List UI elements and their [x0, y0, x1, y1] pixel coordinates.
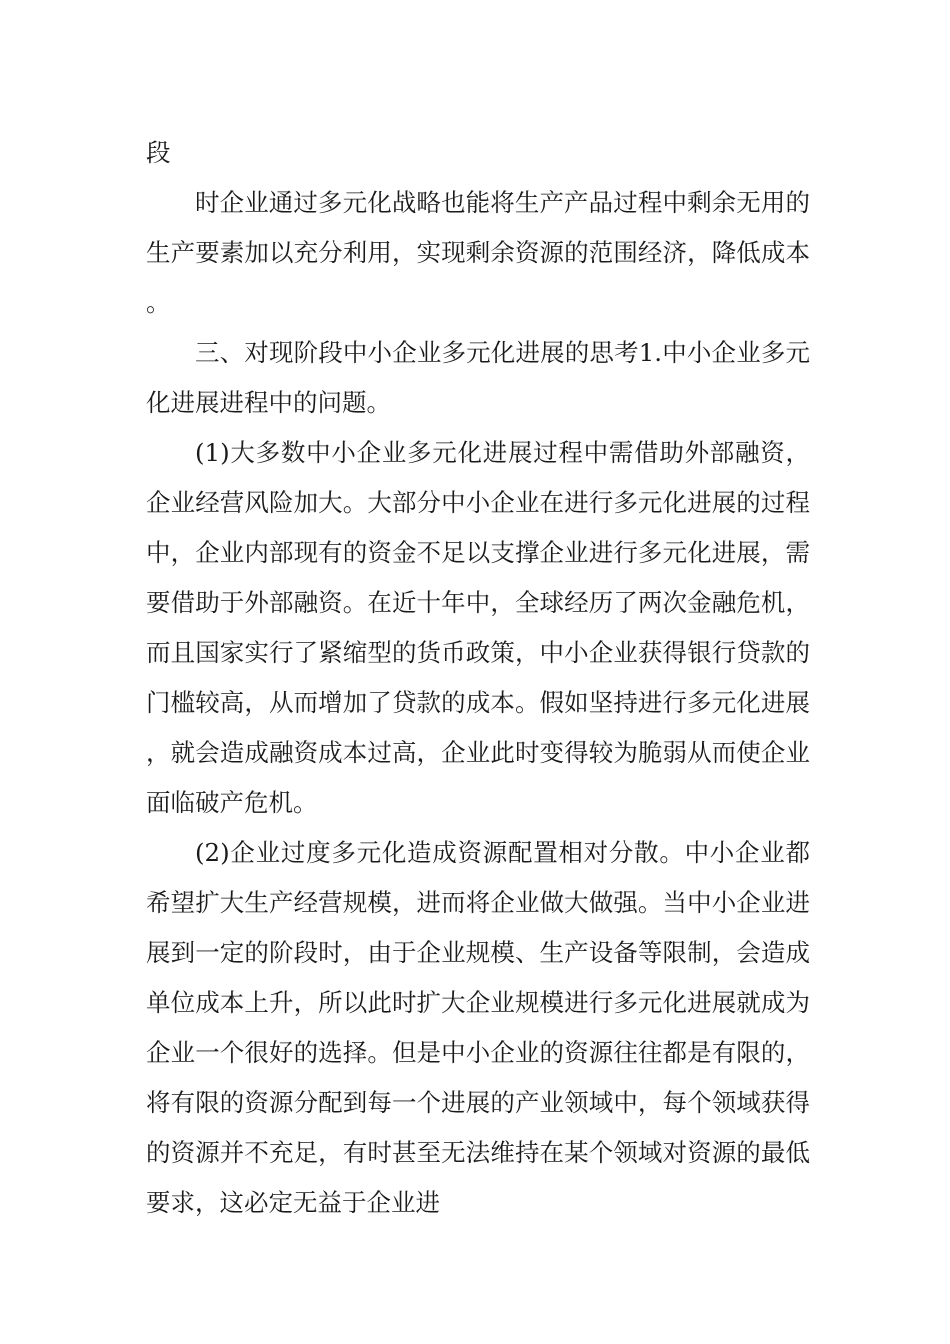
paragraph-resource-dispersion: (2)企业过度多元化造成资源配置相对分散。中小企业都希望扩大生产经营规模，进而将企业做大做强。当中小企业进展到一定的阶段时，由于企业规模、生产设备等限制，会造成单位成本上升，所以此时扩大企业规模进行多元化进展就成为企业一个很好的选择。但是中小企业的资源往往都是有限的，将有限的资源分配到每一个进展的产业领域中，每个领域获得的资源并不充足，有时甚至无法维持在某个领域对资源的最低要求，这必定无益于企业进: [146, 838, 810, 1217]
document-body: [146, 128, 810, 1228]
paragraph-continuation-fragment: 段: [146, 138, 171, 167]
paragraph-external-financing: (1)大多数中小企业多元化进展过程中需借助外部融资，企业经营风险加大。大部分中小企业在进行多元化进展的过程中，企业内部现有的资金不足以支撑企业进行多元化进展，需要借助于外部融资。在近十年中，全球经历了两次金融危机，而且国家实行了紧缩型的货币政策，中小企业获得银行贷款的门槛较高，从而增加了贷款的成本。假如坚持进行多元化进展，就会造成融资成本过高，企业此时变得较为脆弱从而使企业面临破产危机。: [146, 438, 810, 817]
section-heading-problems: 三、对现阶段中小企业多元化进展的思考1.中小企业多元化进展进程中的问题。: [146, 338, 810, 417]
paragraph-diversification-benefit: 时企业通过多元化战略也能将生产产品过程中剩余无用的生产要素加以充分利用，实现剩余资源的范围经济，降低成本。: [146, 188, 810, 317]
